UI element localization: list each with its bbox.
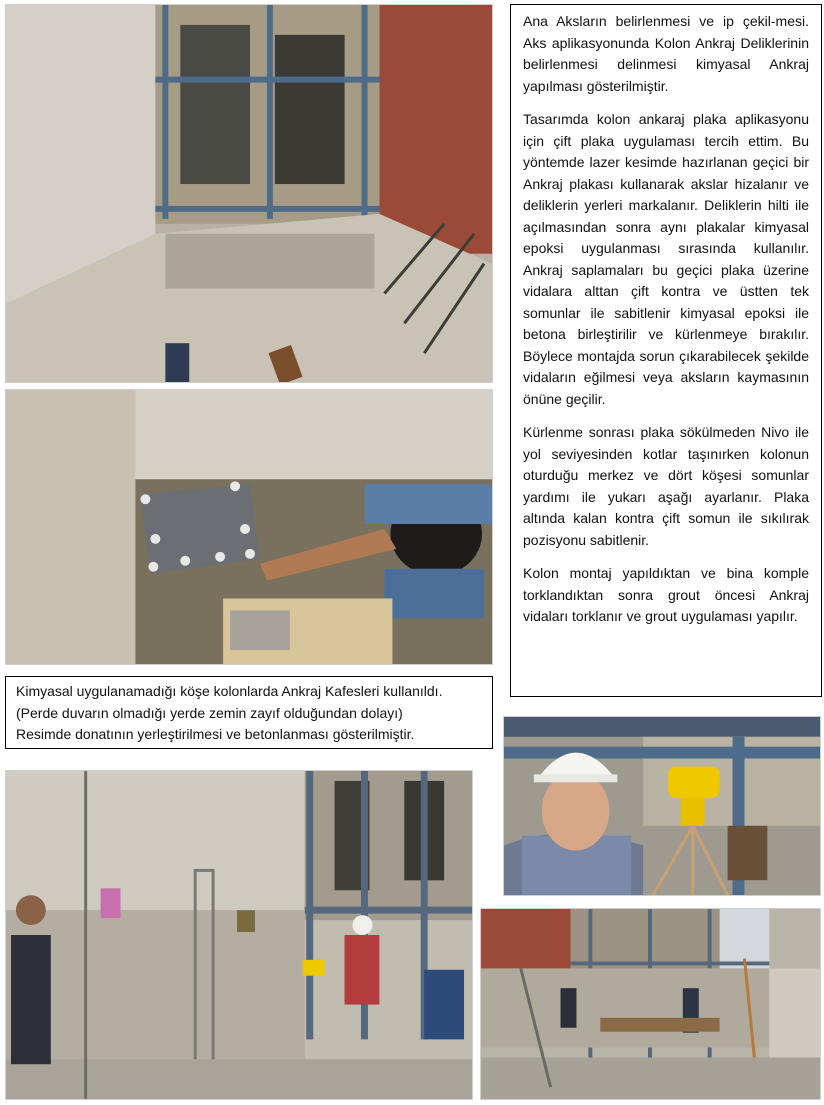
- caption-line-3: Resimde donatının yerleştirilmesi ve betonlanması gösterilmiştir.: [16, 726, 415, 742]
- photo-leveling-survey: [5, 770, 473, 1100]
- paragraph-leveling: Kürlenme sonrası plaka sökülmeden Nivo ile yol seviyesinden kotlar taşınırken kolonun oturduğu merkez ve dört köşesi somunlar yardımı ile yukarı aşağı ayarlanır. Plaka altında kalan kontra çift somun ile sıkılırak pozisyonu sabitlenir.: [523, 424, 809, 548]
- paragraph-axes: Ana Aksların belirlenmesi ve ip çekil-mesi. Aks aplikasyonunda Kolon Ankraj Deliklerinin belirlenmesi delinmesi kimyasal Ankraj yapılması gösterilmiştir.: [523, 13, 809, 94]
- photo-anchor-plate: [5, 389, 493, 665]
- paragraph-grout: Kolon montaj yapıldıktan ve bina komple torklandıktan sonra grout öncesi Ankraj vidaları torklanır ve grout uygulaması yapılır.: [523, 565, 809, 624]
- photo-site-overview: [5, 4, 493, 383]
- caption-line-1: Kimyasal uygulanamadığı köşe kolonlarda Ankraj Kafesleri kullanıldı.: [16, 683, 443, 699]
- paragraph-double-plate: Tasarımda kolon ankaraj plaka aplikasyonu için çift plaka uygulaması tercih ettim. Bu yöntemde lazer kesimde hazırlanan geçici bir Ankraj plakası kullanarak akslar hizalanır ve deliklerin yerleri markalanır. Deliklerin hilti ile açılmasından sonra aynı plakalar kimyasal epoksi uygulanması sırasında kullanılır. Ankraj saplamaları bu geçici plaka üzerine vidalara alttan çift kontra ve üstten tek somunlar ile sabitlenir kimyasal epoksi ile betona birleştirilir ve kürlenmeye bırakılır. Böylece montajda sorun çıkarabilecek şekilde vidaların eğilmesi veya aksların kaymasının önüne geçilir.: [523, 111, 809, 407]
- photo-worker-with-level: [503, 716, 821, 896]
- caption-line-2: (Perde duvarın olmadığı yerde zemin zayıf olduğundan dolayı): [16, 704, 403, 721]
- method-description-box: [510, 4, 822, 697]
- photo-site-wide: [480, 908, 821, 1100]
- anchor-cage-caption: [5, 676, 493, 749]
